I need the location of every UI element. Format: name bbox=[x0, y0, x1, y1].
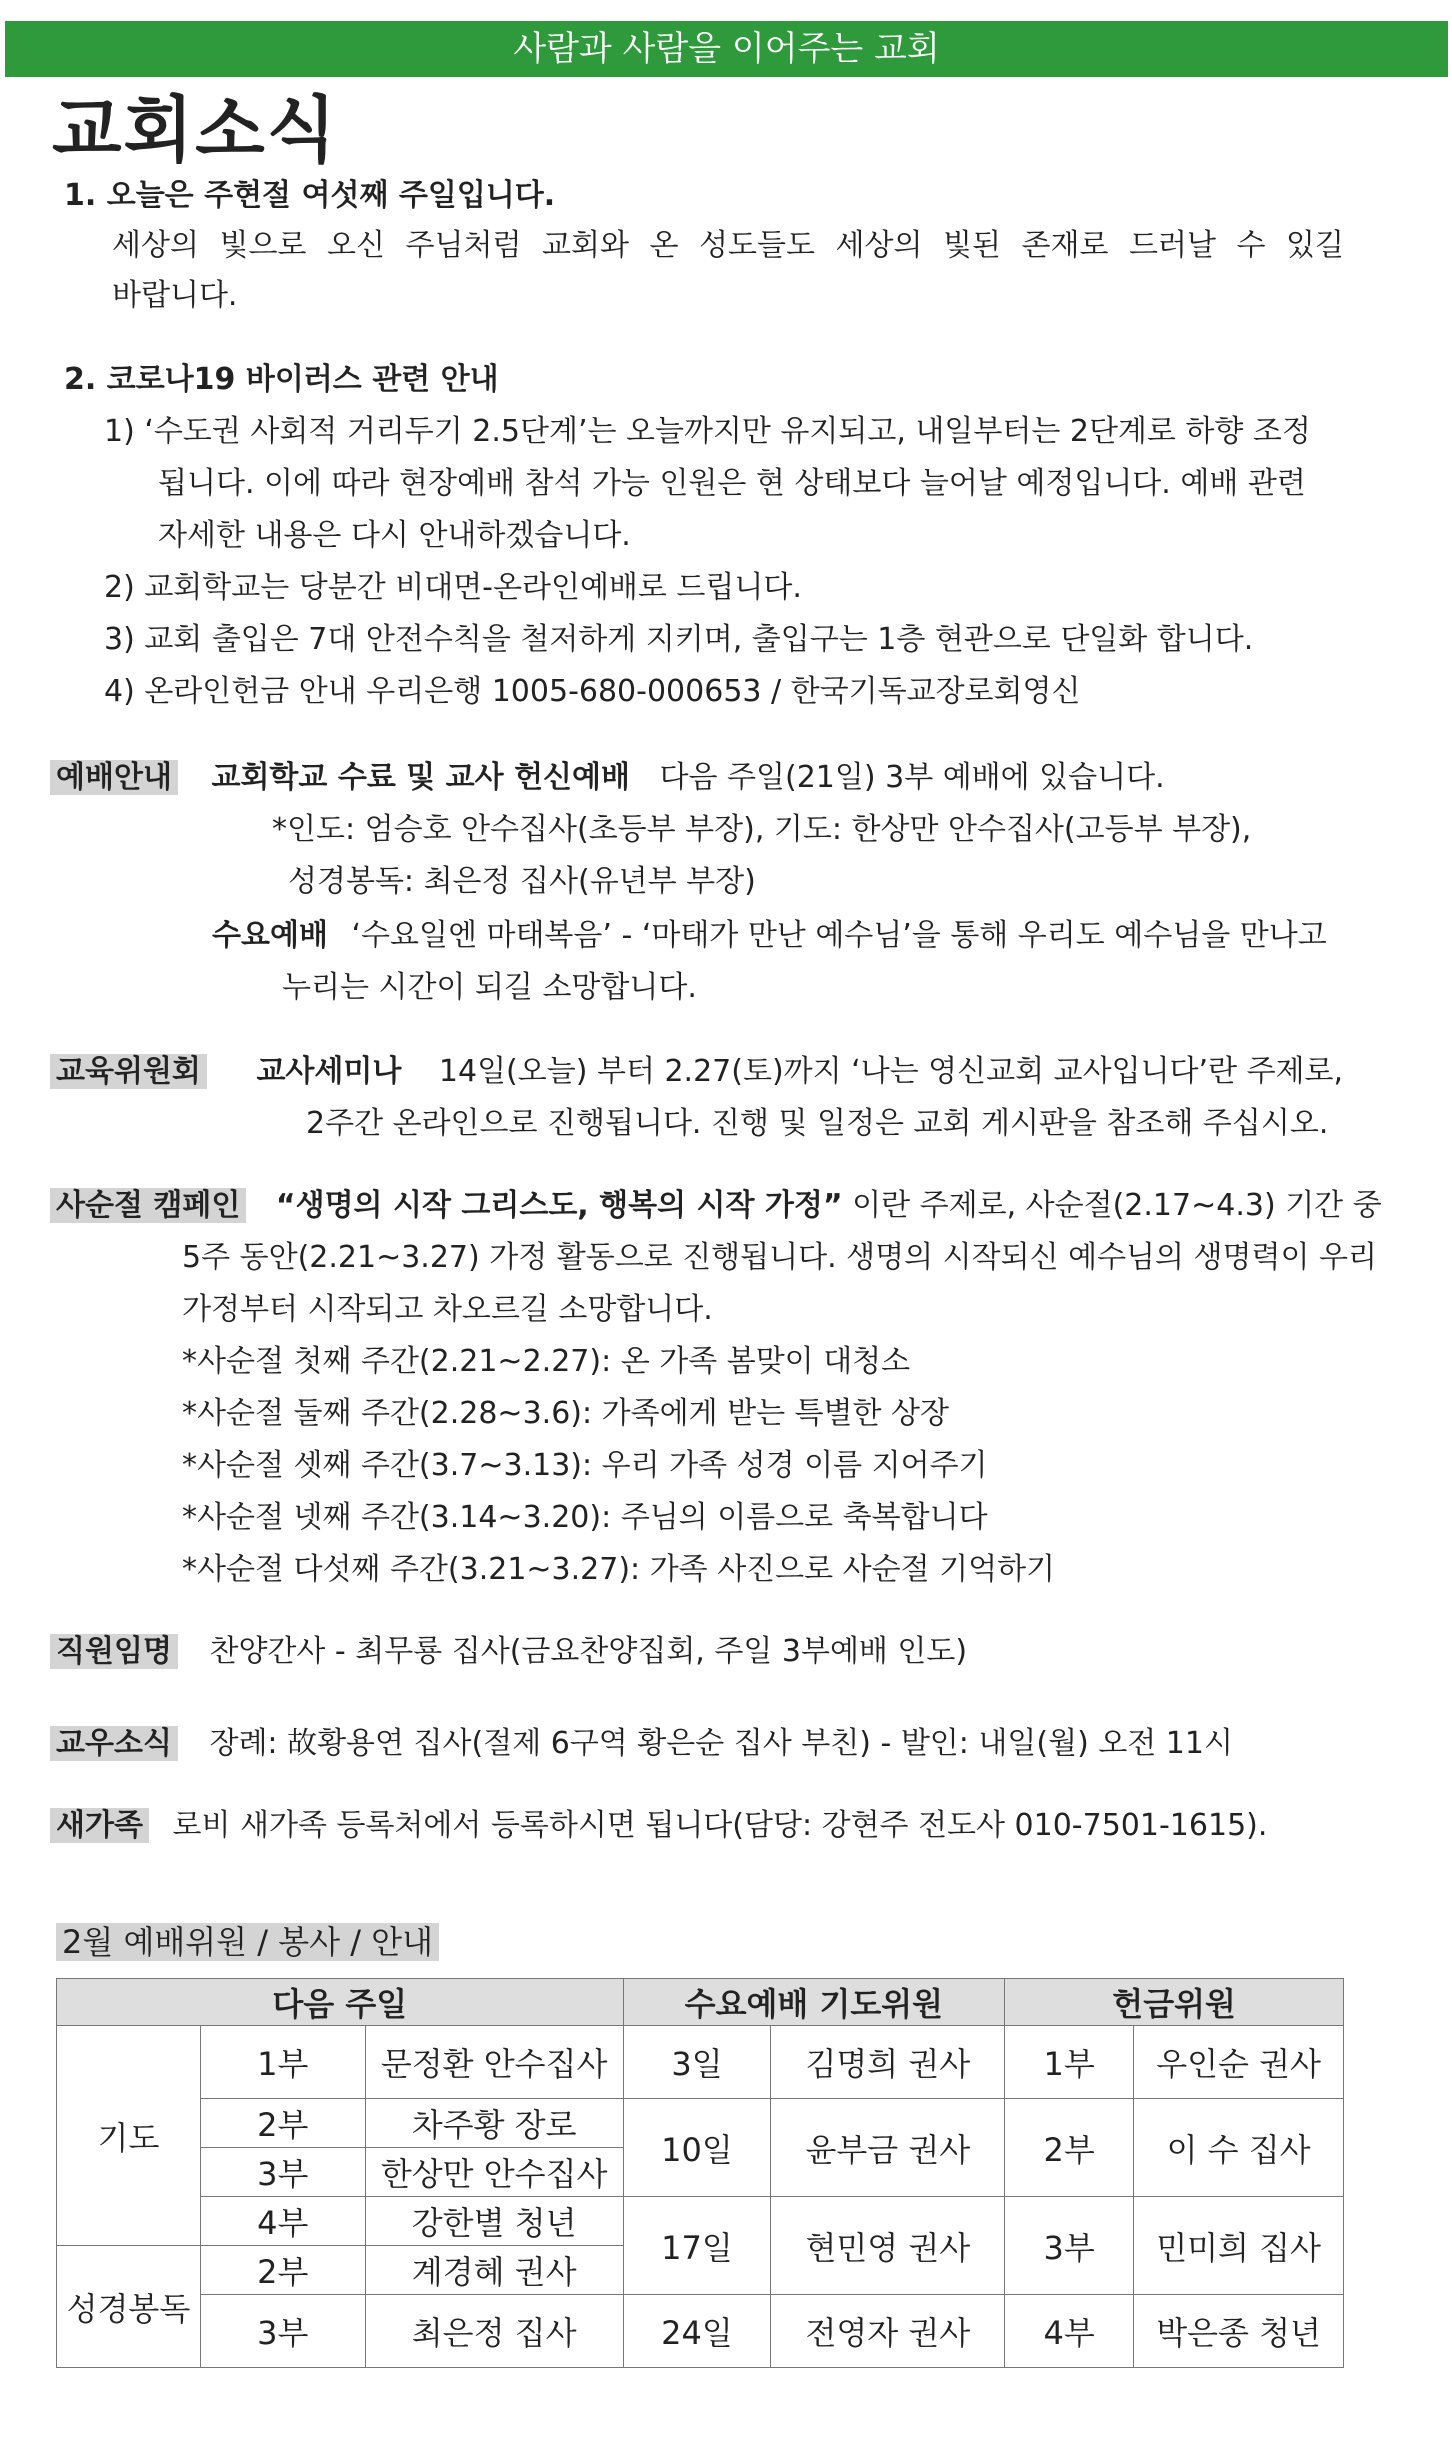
reading-label: 성경봉독 bbox=[57, 2246, 201, 2368]
news-2-line-6: 4) 온라인헌금 안내 우리은행 1005-680-000653 / 한국기독교장로회영신 bbox=[104, 674, 1081, 709]
part-cell: 3부 bbox=[200, 2295, 365, 2368]
name-cell: 최은정 집사 bbox=[365, 2295, 623, 2368]
offering-name-cell: 이 수 집사 bbox=[1134, 2099, 1344, 2197]
lent-line-2: 가정부터 시작되고 차오르길 소망합니다. bbox=[182, 1292, 713, 1327]
lent-week-4: *사순절 넷째 주간(3.14~3.20): 주님의 이름으로 축복합니다 bbox=[182, 1500, 988, 1535]
news-2-line-2: 됩니다. 이에 따라 현장예배 참석 가능 인원은 현 상태보다 늘어날 예정입니다. 예배 관련 bbox=[158, 466, 1306, 501]
staff-section bbox=[50, 1632, 967, 1672]
wed-name-cell: 윤부금 권사 bbox=[771, 2099, 1005, 2197]
header-wednesday: 수요예배 기도위원 bbox=[623, 1979, 1005, 2026]
worship-item2-text: ‘수요일엔 마태복음’ - ‘마태가 만난 예수님’을 통해 우리도 예수님을 만나고 bbox=[351, 918, 1327, 953]
wed-day-cell: 10일 bbox=[623, 2099, 771, 2197]
condolence-text: 장례: 故황용연 집사(절제 6구역 황은순 집사 부친) - 발인: 내일(월) 오전 11시 bbox=[209, 1726, 1233, 1761]
worship-item1-title: 교회학교 수료 및 교사 헌신예배 bbox=[211, 760, 630, 795]
schedule-table bbox=[56, 1978, 1344, 2368]
header-offering: 헌금위원 bbox=[1005, 1979, 1344, 2026]
table-row bbox=[57, 2026, 1344, 2099]
lent-week-2: *사순절 둘째 주간(2.28~3.6): 가족에게 받는 특별한 상장 bbox=[182, 1396, 950, 1431]
offering-part-cell: 4부 bbox=[1005, 2295, 1134, 2368]
name-cell: 한상만 안수집사 bbox=[365, 2148, 623, 2197]
condolence-label: 교우소식 bbox=[50, 1726, 178, 1761]
table-header-row bbox=[57, 1979, 1344, 2026]
part-cell: 3부 bbox=[200, 2148, 365, 2197]
lent-week-3: *사순절 셋째 주간(3.7~3.13): 우리 가족 성경 이름 지어주기 bbox=[182, 1448, 988, 1483]
prayer-label: 기도 bbox=[57, 2026, 201, 2246]
wed-name-cell: 김명희 권사 bbox=[771, 2026, 1005, 2099]
offering-name-cell: 우인순 권사 bbox=[1134, 2026, 1344, 2099]
news-2-line-4: 2) 교회학교는 당분간 비대면-온라인예배로 드립니다. bbox=[104, 570, 802, 605]
name-cell: 차주황 장로 bbox=[365, 2099, 623, 2148]
wed-name-cell: 전영자 권사 bbox=[771, 2295, 1005, 2368]
news-2-line-1: 1) ‘수도권 사회적 거리두기 2.5단계’는 오늘까지만 유지되고, 내일부터는 2단계로 하향 조정 bbox=[104, 414, 1311, 449]
lent-label: 사순절 캠페인 bbox=[50, 1188, 246, 1223]
news-1-heading: 1. 오늘은 주현절 여섯째 주일입니다. bbox=[64, 178, 556, 213]
page-title: 교회소식 bbox=[52, 87, 339, 172]
header-next-sunday: 다음 주일 bbox=[57, 1979, 624, 2026]
lent-week-5: *사순절 다섯째 주간(3.21~3.27): 가족 사진으로 사순절 기억하기 bbox=[182, 1552, 1056, 1587]
worship-item2-line2: 누리는 시간이 되길 소망합니다. bbox=[282, 970, 697, 1005]
name-cell: 강한별 청년 bbox=[365, 2197, 623, 2246]
staff-text: 찬양간사 - 최무룡 집사(금요찬양집회, 주일 3부예배 인도) bbox=[209, 1634, 968, 1669]
part-cell: 4부 bbox=[200, 2197, 365, 2246]
news-2-heading: 2. 코로나19 바이러스 관련 안내 bbox=[64, 362, 499, 397]
lent-week-1: *사순절 첫째 주간(2.21~2.27): 온 가족 봄맞이 대청소 bbox=[182, 1344, 911, 1379]
lent-text: 이란 주제로, 사순절(2.17~4.3) 기간 중 bbox=[852, 1188, 1382, 1223]
education-section bbox=[50, 1052, 1343, 1092]
offering-part-cell: 1부 bbox=[1005, 2026, 1134, 2099]
staff-label: 직원임명 bbox=[50, 1634, 178, 1669]
worship-label: 예배안내 bbox=[50, 760, 178, 795]
news-1-line-1: 세상의 빛으로 오신 주님처럼 교회와 온 성도들도 세상의 빛된 존재로 드러날 수 있길 bbox=[112, 228, 1344, 263]
newcomer-section bbox=[50, 1806, 1267, 1846]
wed-day-cell: 3일 bbox=[623, 2026, 771, 2099]
education-text: 14일(오늘) 부터 2.27(토)까지 ‘나는 영신교회 교사입니다’란 주제로, bbox=[438, 1054, 1344, 1089]
newcomer-text: 로비 새가족 등록처에서 등록하시면 됩니다(담당: 강현주 전도사 010-7501-1615). bbox=[172, 1808, 1268, 1843]
worship-item1-line2: *인도: 엄승호 안수집사(초등부 부장), 기도: 한상만 안수집사(고등부 부장), bbox=[272, 812, 1252, 847]
worship-item1-line3: 성경봉독: 최은정 집사(유년부 부장) bbox=[288, 864, 756, 899]
part-cell: 2부 bbox=[200, 2099, 365, 2148]
wed-day-cell: 17일 bbox=[623, 2197, 771, 2295]
schedule-title-wrap bbox=[56, 1922, 439, 1964]
worship-item1-text: 다음 주일(21일) 3부 예배에 있습니다. bbox=[659, 760, 1165, 795]
wed-day-cell: 24일 bbox=[623, 2295, 771, 2368]
education-title: 교사세미나 bbox=[256, 1054, 402, 1089]
table-row bbox=[57, 2197, 1344, 2246]
worship-section bbox=[50, 758, 1165, 798]
offering-part-cell: 2부 bbox=[1005, 2099, 1134, 2197]
lent-title: “생명의 시작 그리스도, 행복의 시작 가정” bbox=[275, 1188, 843, 1223]
news-2-line-3: 자세한 내용은 다시 안내하겠습니다. bbox=[158, 518, 631, 553]
education-label: 교육위원회 bbox=[50, 1054, 207, 1089]
news-2-line-5: 3) 교회 출입은 7대 안전수칙을 철저하게 지키며, 출입구는 1층 현관으로 단일화 합니다. bbox=[104, 622, 1254, 657]
header-banner: 사람과 사람을 이어주는 교회 bbox=[5, 21, 1448, 77]
condolence-section bbox=[50, 1724, 1233, 1764]
part-cell: 1부 bbox=[200, 2026, 365, 2099]
table-row bbox=[57, 2099, 1344, 2148]
offering-part-cell: 3부 bbox=[1005, 2197, 1134, 2295]
worship-item2-title: 수요예배 bbox=[212, 918, 328, 953]
offering-name-cell: 민미희 집사 bbox=[1134, 2197, 1344, 2295]
name-cell: 문정환 안수집사 bbox=[365, 2026, 623, 2099]
table-row bbox=[57, 2295, 1344, 2368]
lent-section bbox=[50, 1186, 1382, 1226]
schedule-title: 2월 예배위원 / 봉사 / 안내 bbox=[56, 1923, 439, 1961]
part-cell: 2부 bbox=[200, 2246, 365, 2295]
news-1-line-2: 바랍니다. bbox=[112, 278, 238, 313]
lent-line-1: 5주 동안(2.21~3.27) 가정 활동으로 진행됩니다. 생명의 시작되신 예수님의 생명력이 우리 bbox=[182, 1240, 1377, 1275]
newcomer-label: 새가족 bbox=[50, 1808, 149, 1843]
offering-name-cell: 박은종 청년 bbox=[1134, 2295, 1344, 2368]
education-line2: 2주간 온라인으로 진행됩니다. 진행 및 일정은 교회 게시판을 참조해 주십시오. bbox=[306, 1106, 1329, 1141]
wed-name-cell: 현민영 권사 bbox=[771, 2197, 1005, 2295]
name-cell: 계경혜 권사 bbox=[365, 2246, 623, 2295]
